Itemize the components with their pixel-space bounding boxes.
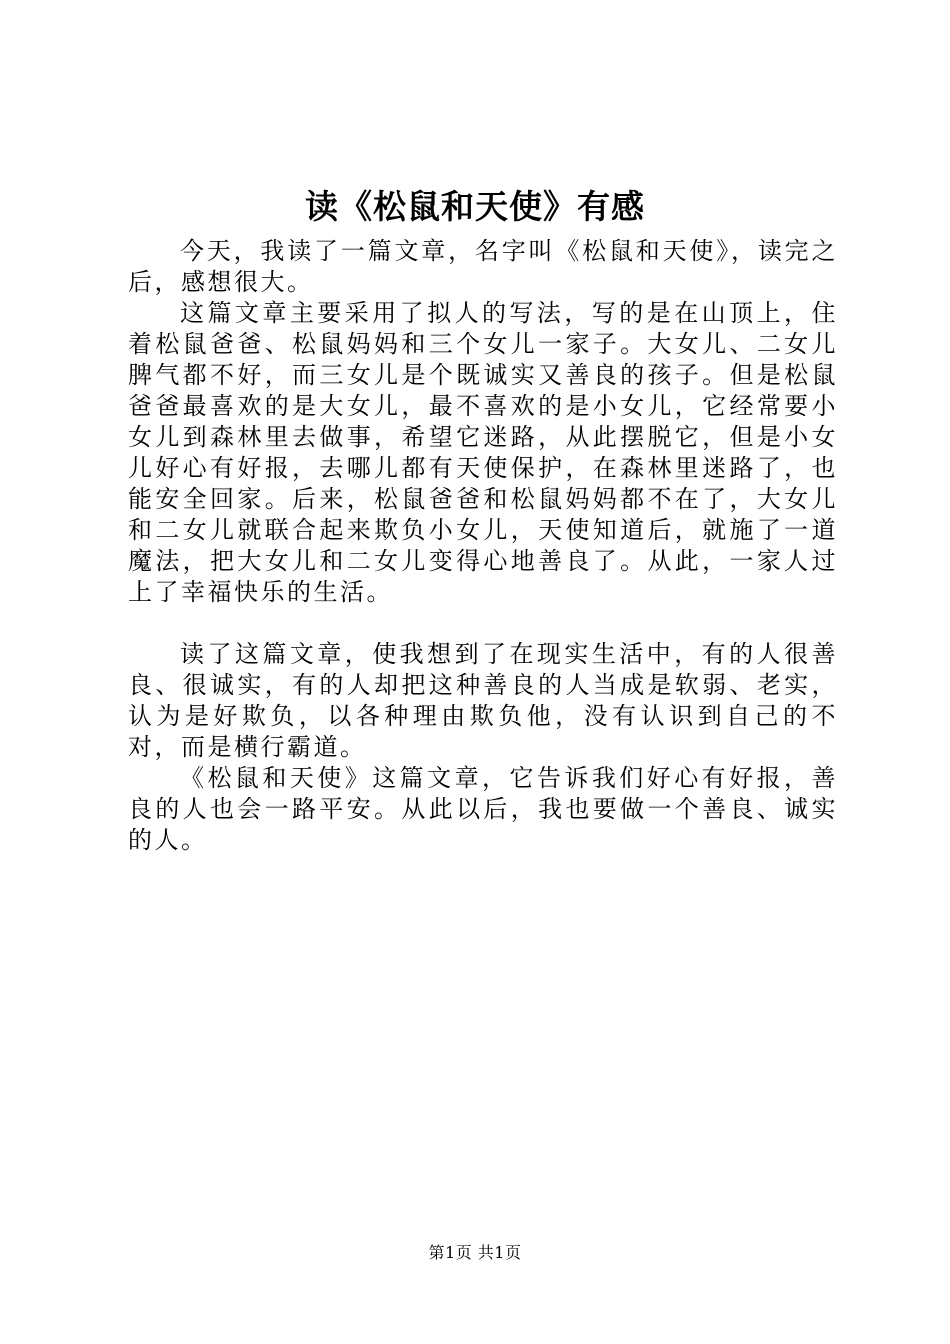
paragraph-intro: 今天，我读了一篇文章，名字叫《松鼠和天使》，读完之后，感想很大。 — [128, 237, 838, 296]
document-title: 读《松鼠和天使》有感 — [305, 187, 645, 226]
paragraph-reflection: 读了这篇文章，使我想到了在现实生活中，有的人很善良、很诚实，有的人却把这种善良的人当成是软弱、老实，认为是好欺负，以各种理由欺负他，没有认识到自己的不对，而是横行霸道。 — [128, 640, 838, 761]
paragraph-conclusion: 《松鼠和天使》这篇文章，它告诉我们好心有好报，善良的人也会一路平安。从此以后，我也要做一个善良、诚实的人。 — [128, 764, 838, 854]
document-body — [128, 236, 838, 856]
page-footer: 第1页 共1页 — [428, 1243, 522, 1262]
paragraph-summary: 这篇文章主要采用了拟人的写法，写的是在山顶上，住着松鼠爸爸、松鼠妈妈和三个女儿一家子。大女儿、二女儿脾气都不好，而三女儿是个既诚实又善良的孩子。但是松鼠爸爸最喜欢的是大女儿，最不喜欢的是小女儿，它经常要小女儿到森林里去做事，希望它迷路，从此摆脱它，但是小女儿好心有好报，去哪儿都有天使保护，在森林里迷路了，也能安全回家。后来，松鼠爸爸和松鼠妈妈都不在了，大女儿和二女儿就联合起来欺负小女儿，天使知道后，就施了一道魔法，把大女儿和二女儿变得心地善良了。从此，一家人过上了幸福快乐的生活。 — [128, 299, 838, 606]
